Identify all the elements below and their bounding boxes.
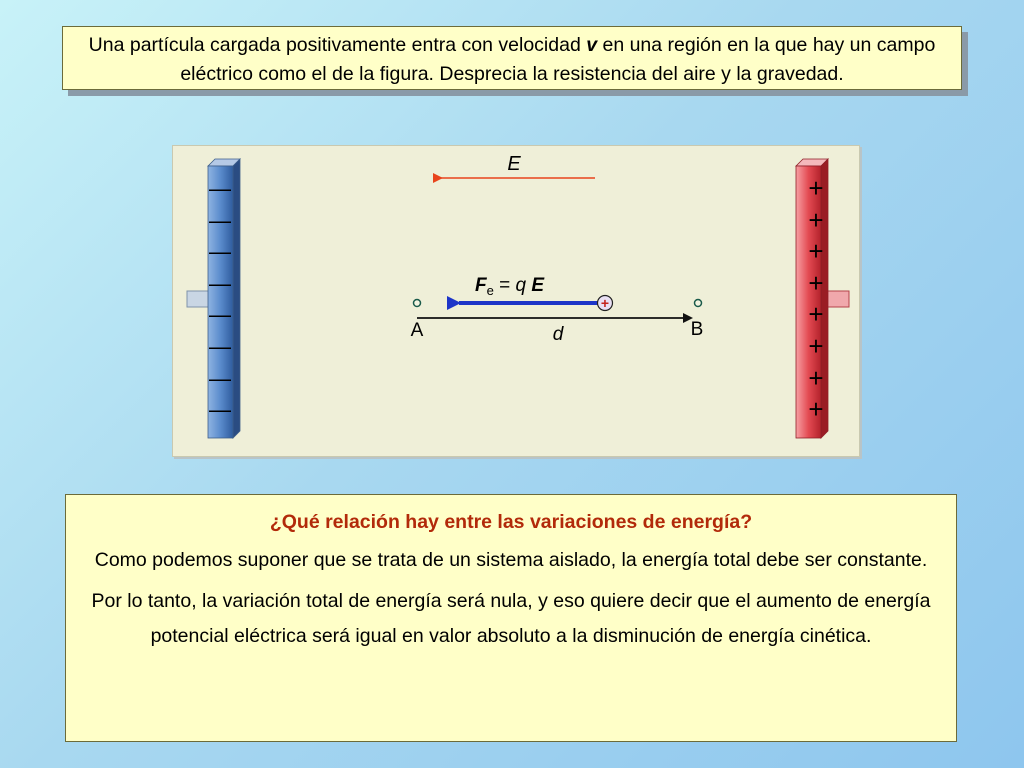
positive-sign: + xyxy=(808,173,824,203)
point-b-label: B xyxy=(690,319,704,340)
problem-statement xyxy=(62,26,962,90)
diagram-svg xyxy=(173,146,859,456)
answer-box xyxy=(65,494,957,742)
statement-text-1: Una partícula cargada positivamente entra con velocidad xyxy=(88,34,587,56)
positive-sign: + xyxy=(808,394,824,424)
point-a-label: A xyxy=(410,320,424,341)
positive-sign: + xyxy=(808,363,824,393)
negative-sign: — xyxy=(209,334,231,359)
positive-sign: + xyxy=(808,205,824,235)
positive-signs xyxy=(808,173,823,424)
positive-sign: + xyxy=(808,331,824,361)
point-b-marker xyxy=(695,300,702,307)
force-equals: = xyxy=(493,275,516,296)
velocity-symbol: v xyxy=(586,34,598,56)
negative-sign: — xyxy=(209,176,231,201)
distance-label: d xyxy=(552,324,564,345)
charge-symbol: q xyxy=(515,275,527,296)
negative-sign: — xyxy=(209,366,231,391)
answer-paragraph-2: Por lo tanto, la variación total de energía será nula, y eso quiere decir que el aumento de energía potencial eléctrica será igual en valor absoluto a la disminución de energía cinética. xyxy=(91,590,931,647)
positive-sign: + xyxy=(808,268,824,298)
capacitor-diagram xyxy=(172,145,860,457)
negative-sign: — xyxy=(209,397,231,422)
negative-plate-connector xyxy=(187,291,209,307)
answer-paragraph-1: Como podemos suponer que se trata de un sistema aislado, la energía total debe ser constante. xyxy=(94,549,928,571)
negative-sign: — xyxy=(209,239,231,264)
force-symbol: F xyxy=(475,275,487,296)
field-label: E xyxy=(507,153,521,175)
field-symbol: E xyxy=(531,275,545,296)
positive-sign: + xyxy=(808,236,824,266)
negative-sign: — xyxy=(209,271,231,296)
question-heading: ¿Qué relación hay entre las variaciones de energía? xyxy=(269,511,753,533)
positive-sign: + xyxy=(808,299,824,329)
force-label xyxy=(475,275,545,298)
positive-plate-connector xyxy=(827,291,849,307)
point-a-marker xyxy=(414,300,421,307)
force-subscript: e xyxy=(486,283,494,298)
negative-sign: — xyxy=(209,208,231,233)
negative-sign: — xyxy=(209,302,231,327)
particle-charge-sign: + xyxy=(600,295,610,311)
statement-text-2: en una región en la que hay un campo eléctrico como el de la figura. Desprecia la resistencia del aire y la gravedad. xyxy=(180,34,936,85)
